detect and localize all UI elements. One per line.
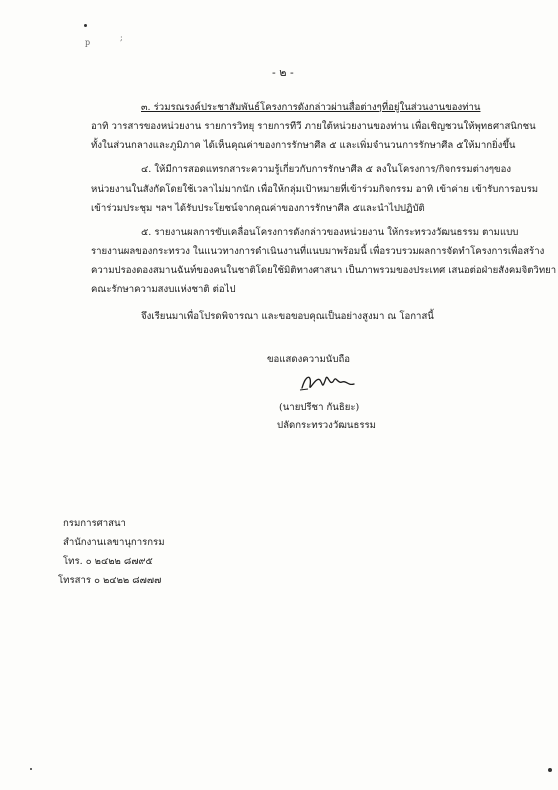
item5-line1: ๕. รายงานผลการขับเคลื่อนโครงการดังกล่าวของหน่วยงาน ให้กระทรวงวัฒนธรรม ตามแบบ xyxy=(141,227,519,238)
item3-line2: อาทิ วารสารของหน่วยงาน รายการวิทยุ รายการทีวี ภายใต้หน่วยงานของท่าน เพื่อเชิญชวนให้พุทธศาสนิกชน xyxy=(91,121,536,132)
signer-name: (นายปรีชา กันธิยะ) xyxy=(279,402,360,413)
footer-department: กรมการศาสนา xyxy=(63,518,126,529)
item5-line4: คณะรักษาความสงบแห่งชาติ ต่อไป xyxy=(91,284,236,295)
item4-line1: ๔. ให้มีการสอดแทรกสาระความรู้เกี่ยวกับการรักษาศีล ๕ ลงในโครงการ/กิจกรรมต่างๆของ xyxy=(141,164,512,175)
item4-line2: หน่วยงานในสังกัดโดยใช้เวลาไม่มากนัก เพื่อให้กลุ่มเป้าหมายที่เข้าร่วมกิจกรรม อาทิ เข้าค่าย เข้ารับการอบรม xyxy=(91,184,539,195)
item4-line3: เข้าร่วมประชุม ฯลฯ ได้รับประโยชน์จากคุณค่าของการรักษาศีล ๕และนำไปปฏิบัติ xyxy=(91,203,425,214)
scan-speck xyxy=(84,24,87,27)
closing-salutation: ขอแสดงความนับถือ xyxy=(267,354,351,365)
signer-position: ปลัดกระทรวงวัฒนธรรม xyxy=(277,420,376,431)
item5-line2: รายงานผลของกระทรวง ในแนวทางการดำเนินงานที่แนบมาพร้อมนี้ เพื่อรวบรวมผลการจัดทำโครงการเพื่อสร้าง xyxy=(91,246,545,257)
scan-speck xyxy=(30,768,32,770)
scan-mark: ; xyxy=(120,33,123,42)
scan-speck xyxy=(548,768,552,772)
signature xyxy=(298,370,358,396)
scan-mark: p xyxy=(85,38,91,47)
footer-phone: โทร. ๐ ๒๔๒๒ ๘๗๙๕ xyxy=(63,556,153,567)
item5-line3: ความปรองดองสมานฉันท์ของคนในชาติโดยใช้มิติทางศาสนา เป็นภาพรวมของประเทศ เสนอต่อฝ่ายสังคมจิตวิทยา xyxy=(91,265,557,276)
footer-fax: โทรสาร ๐ ๒๔๒๒ ๘๗๗๗ xyxy=(58,575,162,586)
item3-line1: ๓. ร่วมรณรงค์ประชาสัมพันธ์โครงการดังกล่าวผ่านสื่อต่างๆที่อยู่ในส่วนงานของท่าน xyxy=(141,102,481,113)
conclusion-line: จึงเรียนมาเพื่อโปรดพิจารณา และขอขอบคุณเป็นอย่างสูงมา ณ โอกาสนี้ xyxy=(141,311,434,322)
item3-line3: ทั้งในส่วนกลางและภูมิภาค ได้เห็นคุณค่าของการรักษาศีล ๕ และเพิ่มจำนวนการรักษาศีล ๕ให้มากยิ่งขึ้น xyxy=(91,140,516,151)
page-number: - ๒ - xyxy=(272,66,294,79)
footer-office: สำนักงานเลขานุการกรม xyxy=(63,537,165,548)
